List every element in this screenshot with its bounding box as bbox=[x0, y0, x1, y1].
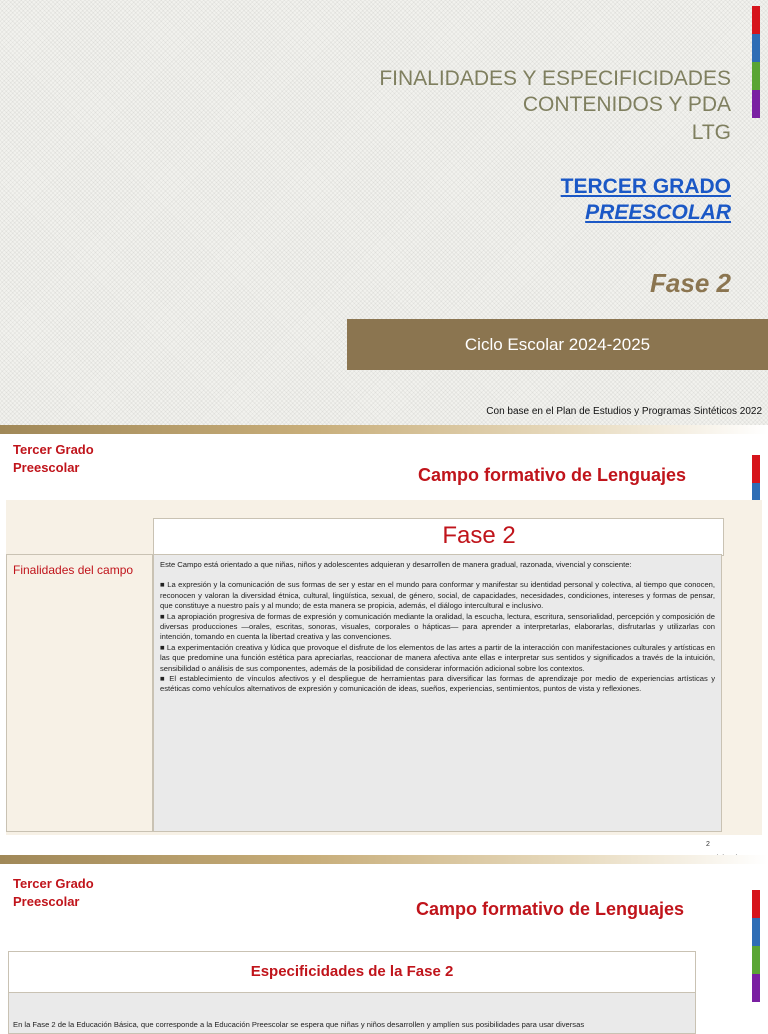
section-body-cell bbox=[8, 992, 696, 1034]
phase-header: Fase 2 bbox=[409, 521, 549, 551]
bullet-paragraph: ■ El establecimiento de vínculos afectivos y el despliegue de herramientas para diversificar las formas de aprendizaje por medio de experiencias artísticas y estéticas como vehículos alternativos de expresión y comunicación de ideas, sueños, experiencias, sentimientos, puntos de vista y reflexiones. bbox=[160, 674, 715, 694]
gold-header-bar bbox=[0, 855, 768, 864]
level-label: Preescolar bbox=[13, 894, 80, 909]
especificidades-slide bbox=[0, 855, 768, 1029]
stripe-red bbox=[752, 455, 760, 483]
stripe-red bbox=[752, 6, 760, 34]
grade-label: Tercer Grado bbox=[13, 442, 94, 457]
title-line-3: LTG bbox=[691, 121, 731, 144]
section-title: Especificidades de la Fase 2 bbox=[250, 963, 454, 980]
campo-title: Campo formativo de Lenguajes bbox=[416, 899, 685, 919]
phase-header-cell bbox=[153, 518, 724, 556]
title-line-1: FINALIDADES Y ESPECIFICIDADES bbox=[379, 67, 731, 90]
row-label-cell bbox=[6, 554, 153, 832]
level-link[interactable]: PREESCOLAR bbox=[585, 201, 731, 224]
stripe-blue bbox=[752, 34, 760, 62]
level-label: Preescolar bbox=[13, 460, 80, 475]
bullet-paragraph: ■ La experimentación creativa y lúdica que provoque el disfrute de los elementos de las artes a partir de la interacción con manifestaciones culturales y artísticas en las que predomine una función estética para apreciarlas, reaccionar de manera afectiva ante ellas e interpretar sus sentidos y significados a través de la intuición, sensibilidad o análisis de sus componentes, además de la posibilidad de considerar información adicional sobre los contextos. bbox=[160, 642, 715, 673]
title-line-2: CONTENIDOS Y PDA bbox=[522, 93, 731, 116]
school-cycle-banner: Ciclo Escolar 2024-2025 bbox=[347, 319, 768, 370]
row-label: Finalidades del campo bbox=[13, 563, 134, 577]
phase-title: Fase 2 bbox=[650, 268, 731, 298]
section-body-text: En la Fase 2 de la Educación Básica, que corresponde a la Educación Preescolar se espera que niñas y niños desarrollen y amplíen sus posibilidades para usar diversas bbox=[13, 1020, 585, 1029]
stripe-green bbox=[752, 62, 760, 90]
color-stripes bbox=[752, 6, 760, 118]
stripe-red bbox=[752, 890, 760, 918]
page-number: 2 bbox=[706, 841, 710, 848]
title-slide bbox=[0, 0, 768, 425]
stripe-green bbox=[752, 946, 760, 974]
bullet-paragraph: ■ La apropiación progresiva de formas de expresión y comunicación mediante la oralidad, la escucha, lectura, escritura, sensorialidad, percepción y composición de diversas producciones —orales, escritas, sonoras, visuales, corporales o hápticas— para aprender a interpretarlas, elaborarlas, disfrutarlas y utilizarlas con intención, tomando en cuenta la libertad creativa y las convenciones. bbox=[160, 611, 715, 642]
campo-title: Campo formativo de Lenguajes bbox=[418, 465, 687, 485]
stripe-purple bbox=[752, 974, 760, 1002]
finalidades-slide bbox=[0, 425, 768, 855]
section-header-cell bbox=[8, 951, 696, 993]
grade-link[interactable]: TERCER GRADO bbox=[560, 175, 731, 198]
bullet-paragraph: ■ La expresión y la comunicación de sus formas de ser y estar en el mundo para conformar y manifestar su identidad personal y colectiva, al tiempo que conocen, reconocen y valoran la diversidad étnica, cultural, lingüística, sexual, de género, social, de capacidades, necesidades, condiciones, intereses y formas de pensar, que constituye a nuestro país y al mundo; de esta manera se propicia, además, el diálogo intercultural e inclusivo. bbox=[160, 580, 715, 611]
color-stripes bbox=[752, 890, 760, 1002]
finalidades-text-cell bbox=[153, 554, 722, 832]
stripe-purple bbox=[752, 90, 760, 118]
basis-note: Con base en el Plan de Estudios y Programas Sintéticos 2022 bbox=[486, 406, 762, 417]
intro-paragraph: Este Campo está orientado a que niñas, niños y adolescentes adquieran y desarrollen de manera gradual, razonada, vivencial y consciente: bbox=[160, 560, 632, 569]
gold-header-bar bbox=[0, 425, 768, 434]
grade-label: Tercer Grado bbox=[13, 876, 94, 891]
content-table bbox=[6, 500, 762, 835]
grade-level-label bbox=[13, 441, 94, 477]
grade-level-label bbox=[13, 875, 94, 911]
stripe-blue bbox=[752, 918, 760, 946]
